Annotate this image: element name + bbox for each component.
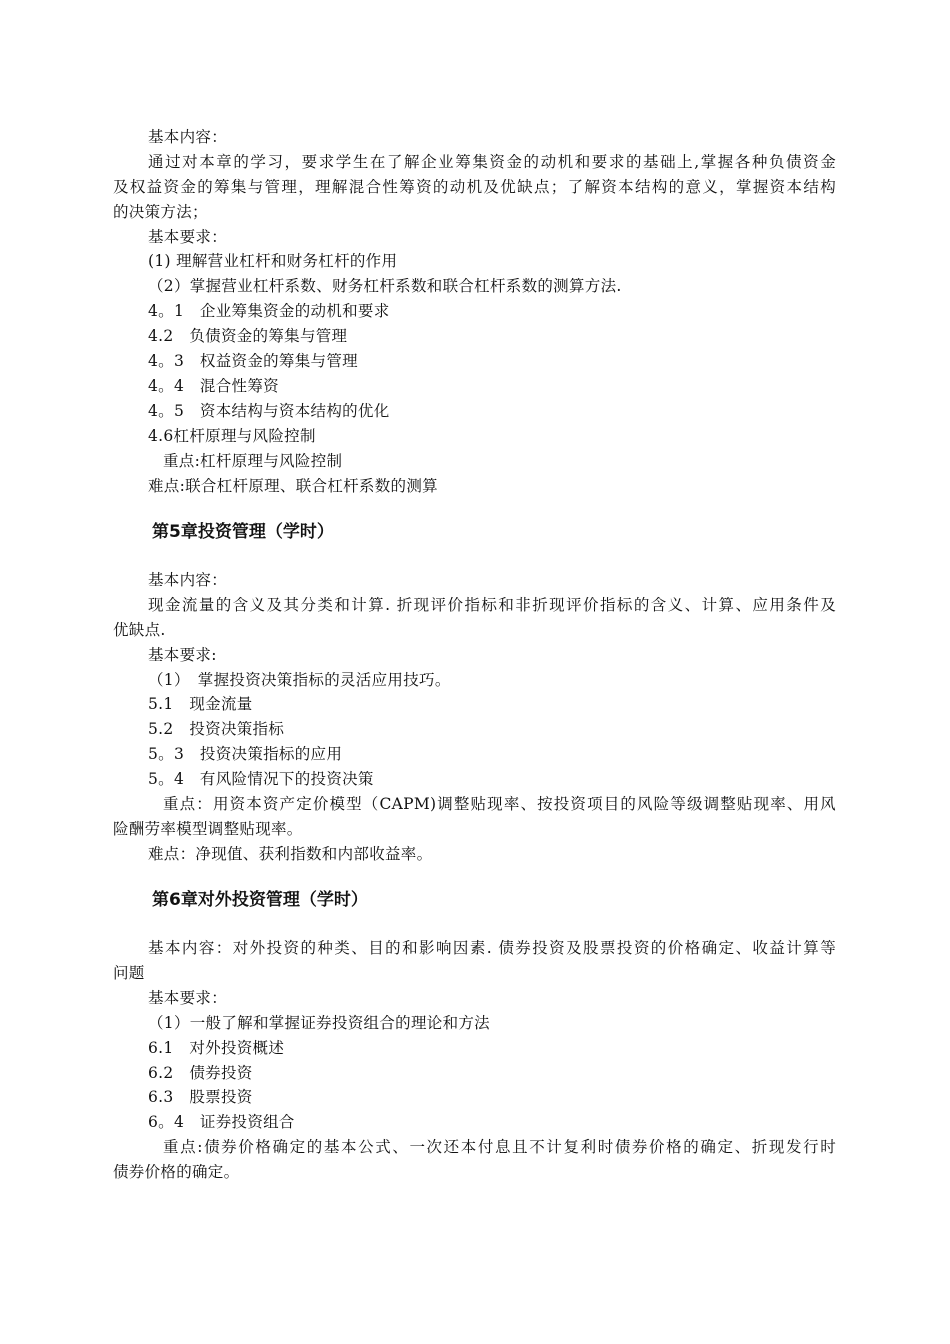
ch6-section-2: 6.2 债券投资 bbox=[148, 1064, 253, 1082]
ch4-section-4: 4。4 混合性筹资 bbox=[148, 377, 279, 395]
ch4-content-line-2: 及权益资金的筹集与管理，理解混合性筹资的动机及优缺点；了解资本结构的意义，掌握资本结构 bbox=[113, 178, 836, 196]
ch5-difficult-point: 难点：净现值、获利指数和内部收益率。 bbox=[148, 845, 433, 863]
ch6-section-1: 6.1 对外投资概述 bbox=[148, 1039, 285, 1057]
ch4-requirements-label: 基本要求： bbox=[148, 228, 228, 246]
ch5-key-point-line-1: 重点：用资本资产定价模型（CAPM)调整贴现率、按投资项目的风险等级调整贴现率、用风 bbox=[163, 795, 836, 813]
ch4-section-3: 4。3 权益资金的筹集与管理 bbox=[148, 352, 358, 370]
ch4-section-6: 4.6杠杆原理与风险控制 bbox=[148, 427, 316, 445]
ch6-requirement-1: （1）一般了解和掌握证券投资组合的理论和方法 bbox=[148, 1014, 490, 1032]
ch5-key-point-line-2: 险酬劳率模型调整贴现率。 bbox=[113, 820, 303, 838]
ch5-section-3: 5。3 投资决策指标的应用 bbox=[148, 745, 343, 763]
ch5-section-2: 5.2 投资决策指标 bbox=[148, 720, 285, 738]
ch4-section-2: 4.2 负债资金的筹集与管理 bbox=[148, 327, 348, 345]
ch6-section-4: 6。4 证券投资组合 bbox=[148, 1113, 295, 1131]
ch6-content-line-2: 问题 bbox=[113, 964, 145, 982]
ch4-section-5: 4。5 资本结构与资本结构的优化 bbox=[148, 402, 390, 420]
ch5-requirement-1: （1） 掌握投资决策指标的灵活应用技巧。 bbox=[148, 671, 451, 689]
ch6-content-line-1: 基本内容：对外投资的种类、目的和影响因素. 债券投资及股票投资的价格确定、收益计算等 bbox=[148, 939, 836, 957]
ch4-difficult-point: 难点:联合杠杆原理、联合杠杆系数的测算 bbox=[148, 477, 438, 495]
ch5-section-4: 5。4 有风险情况下的投资决策 bbox=[148, 770, 374, 788]
ch5-heading: 第5章投资管理（学时） bbox=[152, 522, 334, 542]
ch4-section-1: 4。1 企业筹集资金的动机和要求 bbox=[148, 302, 390, 320]
ch4-requirement-2: （2）掌握营业杠杆系数、财务杠杆系数和联合杠杆系数的测算方法. bbox=[148, 277, 622, 295]
ch4-requirement-1: (1) 理解营业杠杆和财务杠杆的作用 bbox=[148, 252, 398, 270]
ch6-section-3: 6.3 股票投资 bbox=[148, 1088, 253, 1106]
ch4-content-line-3: 的决策方法； bbox=[113, 203, 208, 221]
ch5-requirements-label: 基本要求: bbox=[148, 646, 217, 664]
ch6-heading: 第6章对外投资管理（学时） bbox=[152, 890, 368, 910]
ch6-key-point-line-2: 债券价格的确定。 bbox=[113, 1163, 240, 1181]
ch5-basic-label: 基本内容： bbox=[148, 571, 228, 589]
ch5-content-line-2: 优缺点. bbox=[113, 621, 166, 639]
ch4-key-point: 重点:杠杆原理与风险控制 bbox=[163, 452, 343, 470]
ch4-content-line-1: 通过对本章的学习，要求学生在了解企业筹集资金的动机和要求的基础上,掌握各种负债资金 bbox=[148, 153, 836, 171]
ch5-section-1: 5.1 现金流量 bbox=[148, 695, 253, 713]
ch4-basic-label: 基本内容： bbox=[148, 128, 228, 146]
ch6-key-point-line-1: 重点:债券价格确定的基本公式、一次还本付息且不计复利时债券价格的确定、折现发行时 bbox=[163, 1138, 836, 1156]
ch5-content-line-1: 现金流量的含义及其分类和计算. 折现评价指标和非折现评价指标的含义、计算、应用条件及 bbox=[148, 596, 836, 614]
ch6-requirements-label: 基本要求： bbox=[148, 989, 228, 1007]
